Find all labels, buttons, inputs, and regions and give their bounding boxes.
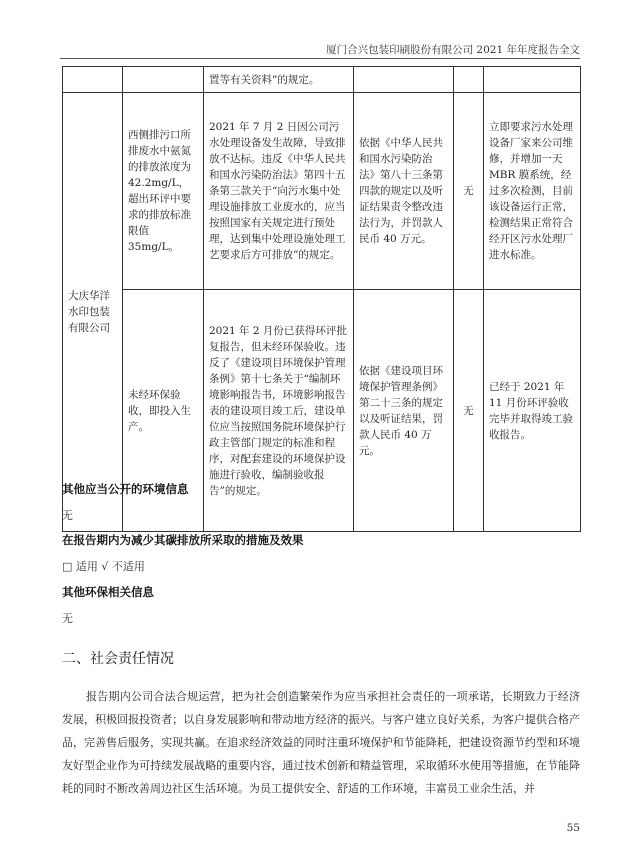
- carbon-heading: 在报告期内为减少其碳排放所采取的措施及效果: [62, 533, 304, 547]
- env-info-value: 无: [62, 509, 73, 522]
- chapter-title: 二、社会责任情况: [62, 651, 174, 667]
- fact-cell: 2021 年 7 月 2 日因公司污水处理设备发生故障，导致排放不达标。违反《中华人民共和国水污染防治法》第四十五条第三款关于“向污水集中处理设施排放工业废水的，应当按照国家有关规定进行预处理，达到集中处理设施处理工艺要求后方可排放”的规定。: [204, 93, 354, 290]
- page-number: 55: [566, 822, 580, 834]
- issue-cell: 未经环保验收，即投入生产。: [123, 290, 204, 532]
- environmental-penalty-table: [62, 66, 581, 532]
- table-row: [63, 67, 581, 93]
- impact-cell: 无: [454, 290, 484, 532]
- penalty-cell: 依据《建设项目环境保护管理条例》第二十三条的规定以及听证结果，罚款人民币 40 万元。: [354, 290, 454, 532]
- issue-cell: 西侧排污口所排废水中氨氮的排放浓度为42.2mg/L，超出环评中要求的排放标准限值35mg/L。: [123, 93, 204, 290]
- other-env-value: 无: [62, 612, 73, 625]
- report-header-title: 厦门合兴包装印刷股份有限公司 2021 年年度报告全文: [326, 44, 580, 56]
- rectification-cell: 已经于 2021 年 11 月份环评验收完毕并取得竣工验收报告。: [484, 290, 581, 532]
- other-env-heading: 其他环保相关信息: [62, 585, 154, 599]
- continuation-cell: 置等有关资料”的规定。: [204, 67, 354, 93]
- table-row: [63, 93, 581, 290]
- rectification-cell: 立即要求污水处理设备厂家来公司维修，并增加一天 MBR 膜系统，经过多次检测，目前该设备运行正常，检测结果正常符合经开区污水处理厂进水标准。: [484, 93, 581, 290]
- social-responsibility-paragraph: 报告期内公司合法合规运营，把为社会创造繁荣作为应当承担社会责任的一项承诺，长期致力于经济发展，积极回报投资者；以自身发展影响和带动地方经济的振兴。与客户建立良好关系，为客户提供合格产品，完善售后服务，实现共赢。在追求经济效益的同时注重环境保护和节能降耗，把建设资源节约型和环境友好型企业作为可持续发展战略的重要内容，通过技术创新和精益管理，采取循环水使用等措施，在节能降耗的同时不断改善周边社区生活环境。为员工提供安全、舒适的工作环境，丰富员工业余生活，并: [62, 690, 580, 795]
- env-info-heading: 其他应当公开的环境信息: [62, 482, 189, 496]
- company-name-cell: 大庆华洋水印包装有限公司: [63, 93, 123, 532]
- carbon-applicability: □ 适用 √ 不适用: [62, 560, 145, 573]
- penalty-cell: 依据《中华人民共和国水污染防治法》第八十三条第四款的规定以及听证结果责令整改违法行为，并罚款人民币 40 万元。: [354, 93, 454, 290]
- fact-cell: 2021 年 2 月份已获得环评批复报告，但未经环保验收。违反了《建设项目环境保护管理条例》第十七条关于“编制环境影响报告书，环境影响报告表的建设项目竣工后，建设单位应当按照国务院环境保护行政主管部门规定的标准和程序，对配套建设的环境保护设施进行验收，编制验收报告”的规定。: [204, 290, 354, 532]
- impact-cell: 无: [454, 93, 484, 290]
- header-divider: [60, 58, 580, 59]
